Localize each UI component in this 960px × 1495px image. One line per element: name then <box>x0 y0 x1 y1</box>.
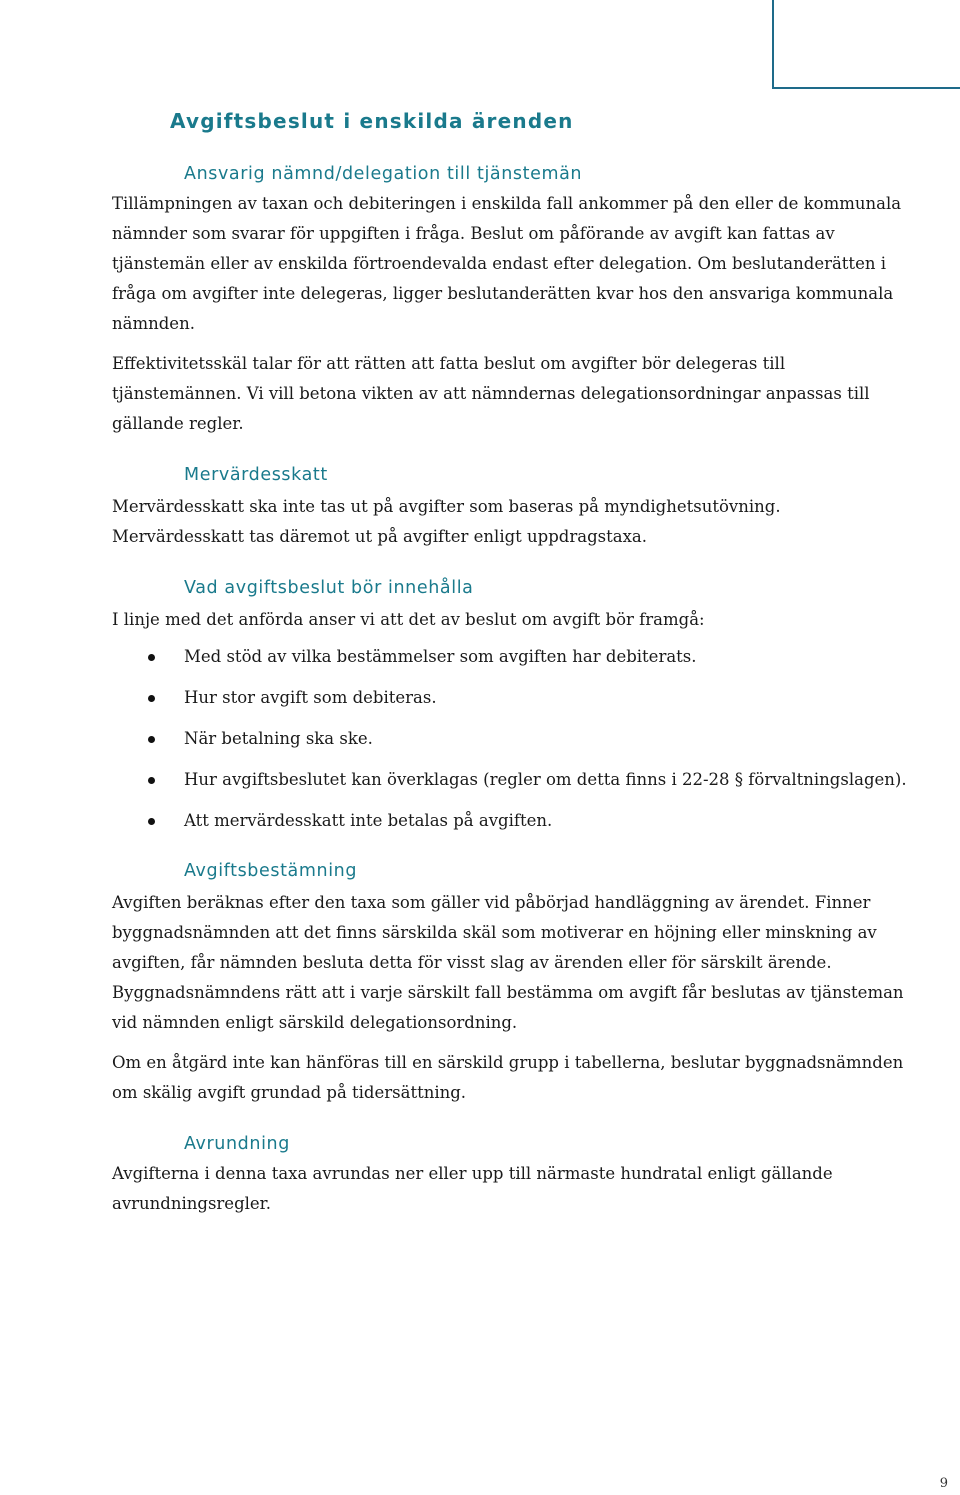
paragraph-avrundning: Avgifterna i denna taxa avrundas ner eller upp till närmaste hundratal enligt gällande avrundningsregler. <box>112 1164 833 1213</box>
paragraph-bestamning-1: Avgiften beräknas efter den taxa som gäller vid påbörjad handläggning av ärendet. Finner byggnadsnämnden att det finns särskilda skäl som motiverar en höjning eller minskning av avgiften, får nämnden besluta detta för visst slag av ärenden eller för särskilt ärende. Byggnadsnämndens rätt att i varje särskilt fall bestämma om avgift får beslutas av tjänsteman vid nämnden enligt särskild delegationsordning. <box>112 893 904 1032</box>
bullet-icon <box>148 777 155 784</box>
list-item: Att mervärdesskatt inte betalas på avgiften. <box>112 807 912 835</box>
paragraph-ansvarig-1: Tillämpningen av taxan och debiteringen i enskilda fall ankommer på den eller de kommunala nämnder som svarar för uppgiften i fråga. Beslut om påförande av avgift kan fattas av tjänstemän eller av enskilda förtroendevalda endast efter delegation. Om beslutanderätten i fråga om avgifter inte delegeras, ligger beslutanderätten kvar hos den ansvariga kommunala nämnden. <box>112 194 902 333</box>
heading-innehall: Vad avgiftsbeslut bör innehålla <box>184 578 474 598</box>
heading-ansvarig: Ansvarig nämnd/delegation till tjänstemän <box>184 164 583 184</box>
list-item: Med stöd av vilka bestämmelser som avgiften har debiterats. <box>112 643 912 671</box>
heading-mervardesskatt: Mervärdesskatt <box>184 465 328 485</box>
paragraph-innehall-intro: I linje med det anförda anser vi att det av beslut om avgift bör framgå: <box>112 610 705 629</box>
heading-avgiftsbestamning: Avgiftsbestämning <box>184 861 358 881</box>
paragraph-bestamning-2: Om en åtgärd inte kan hänföras till en särskild grupp i tabellerna, beslutar byggnadsnämnden om skälig avgift grundad på tidersättning. <box>112 1053 904 1102</box>
list-item: När betalning ska ske. <box>112 725 912 753</box>
paragraph-ansvarig-2: Effektivitetsskäl talar för att rätten att fatta beslut om avgifter bör delegeras till tjänstemännen. Vi vill betona vikten av att nämndernas delegationsordningar anpassas till gällande regler. <box>112 354 870 433</box>
bullet-icon <box>148 695 155 702</box>
page-number: 9 <box>939 1476 948 1491</box>
bullet-icon <box>148 818 155 825</box>
corner-frame-horizontal <box>772 87 960 89</box>
heading-avrundning: Avrundning <box>184 1134 290 1154</box>
main-content <box>112 161 912 1219</box>
page-title: Avgiftsbeslut i enskilda ärenden <box>170 109 574 133</box>
bullet-list <box>112 643 912 835</box>
paragraph-mervardesskatt: Mervärdesskatt ska inte tas ut på avgifter som baseras på myndighetsutövning. Mervärdesskatt tas däremot ut på avgifter enligt uppdragstaxa. <box>112 497 781 546</box>
corner-frame-vertical <box>772 0 774 88</box>
list-item: Hur stor avgift som debiteras. <box>112 684 912 712</box>
bullet-icon <box>148 654 155 661</box>
bullet-icon <box>148 736 155 743</box>
list-item: Hur avgiftsbeslutet kan överklagas (regler om detta finns i 22-28 § förvaltningslagen). <box>112 766 912 794</box>
